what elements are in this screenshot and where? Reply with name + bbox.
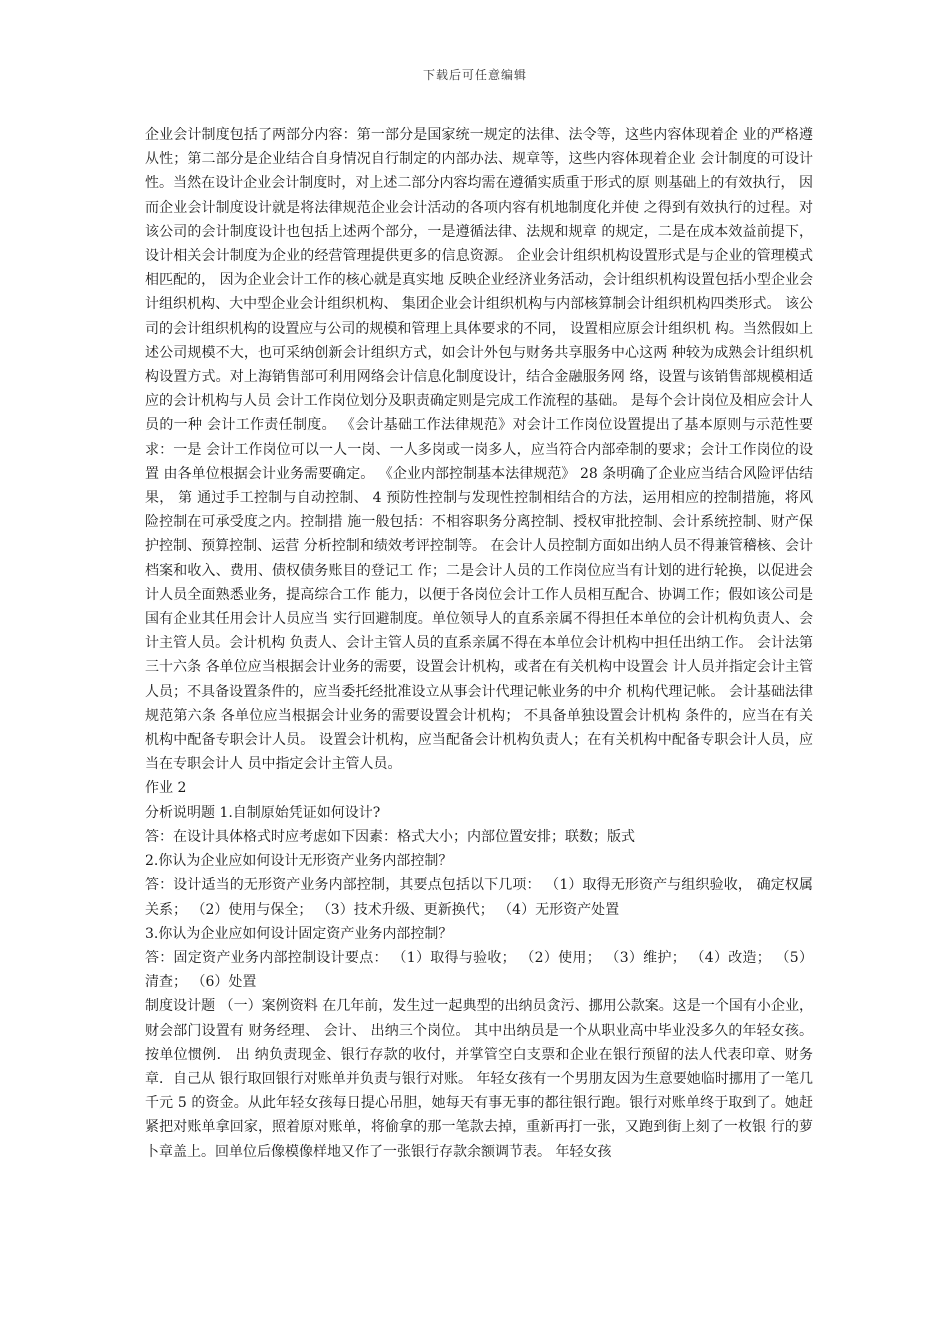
answer-1: 答：在设计具体格式时应考虑如下因素：格式大小；内部位置安排；联数；版式: [145, 828, 635, 845]
question-1: 分析说明题 1.自制原始凭证如何设计?: [145, 804, 381, 821]
answer-3: 答：固定资产业务内部控制设计要点： （1）取得与验收； （2）使用； （3）维护； （4）改造； （5） 清查； （6）处置: [145, 949, 813, 991]
document-body: [145, 123, 813, 1164]
answer-2: 答：设计适当的无形资产业务内部控制，其要点包括以下几项： （1）取得无形资产与组织验收， 确定权属关系； （2）使用与保全； （3）技术升级、更新换代； （4）无形资产处置: [145, 877, 813, 918]
section-heading-homework-2: 作业 2: [145, 780, 187, 797]
paragraph-main: 企业会计制度包括了两部分内容：第一部分是国家统一规定的法律、法令等，这些内容体现着企 业的严格遵从性；第二部分是企业结合自身情况自行制定的内部办法、规章等，这些内容体现着企业 会计制度的可设计性。当然在设计企业会计制度时，对上述二部分内容均需在遵循实质重于形式的原 则基础上的有效执行， 因而企业会计制度设计就是将法律规范企业会计活动的各项内容有机地制度化并使 之得到有效执行的过程。对该公司的会计制度设计也包括上述两个部分，一是遵循法律、法规和规章 的规定，二是在成本效益前提下，设计相关会计制度为企业的经营管理提供更多的信息资源。 企业会计组织机构设置形式是与企业的管理模式相匹配的， 因为企业会计工作的核心就是真实地 反映企业经济业务活动，会计组织机构设置包括小型企业会计组织机构、大中型企业会计组织机构、 集团企业会计组织机构与内部核算制会计组织机构四类形式。 该公司的会计组织机构的设置应与公司的规模和管理上具体要求的不同， 设置相应原会计组织机 构。当然假如上述公司规模不大，也可采纳创新会计组织方式，如会计外包与财务共享服务中心这两 种较为成熟会计组织机构设置方式。对上海销售部可利用网络会计信息化制度设计，结合金融服务网 络，设置与该销售部规模相适应的会计机构与人员 会计工作岗位划分及职责确定则是完成工作流程的基础。 是每个会计岗位及相应会计人员的一种 会计工作责任制度。 《会计基础工作法律规范》对会计工作岗位设置提出了基本原则与示范性要求：一是 会计工作岗位可以一人一岗、一人多岗或一岗多人，应当符合内部牵制的要求；会计工作岗位的设置 由各单位根据会计业务需要确定。 《企业内部控制基本法律规范》 28 条明确了企业应当结合风险评估结果， 第 通过手工控制与自动控制、 4 预防性控制与发现性控制相结合的方法，运用相应的控制措施，将风险控制在可承受度之内。控制措 施一般包括：不相容职务分离控制、授权审批控制、会计系统控制、财产保护控制、预算控制、运营 分析控制和绩效考评控制等。 在会计人员控制方面如出纳人员不得兼管稽核、会计档案和收入、费用、债权债务账目的登记工 作；二是会计人员的工作岗位应当有计划的进行轮换，以促进会计人员全面熟悉业务，提高综合工作 能力，以便于各岗位会计工作人员相互配合、协调工作；假如该公司是国有企业其任用会计人员应当 实行回避制度。单位领导人的直系亲属不得担任本单位的会计机构负责人、会计主管人员。会计机构 负责人、会计主管人员的直系亲属不得在本单位会计机构中担任出纳工作。 会计法第三十六条 各单位应当根据会计业务的需要，设置会计机构，或者在有关机构中设置会 计人员并指定会计主管人员；不具备设置条件的，应当委托经批准设立从事会计代理记帐业务的中介 机构代理记帐。 会计基础法律规范第六条 各单位应当根据会计业务的需要设置会计机构； 不具备单独设置会计机构 条件的，应当在有关机构中配备专职会计人员。 设置会计机构，应当配备会计机构负责人；在有关机构中配备专职会计人员，应当在专职会计人 员中指定会计主管人员。: [145, 127, 813, 773]
question-3: 3.你认为企业应如何设计固定资产业务内部控制？: [145, 925, 453, 942]
question-2: 2.你认为企业应如何设计无形资产业务内部控制？: [145, 853, 453, 870]
case-study-paragraph: 制度设计题 （一）案例资料 在几年前，发生过一起典型的出纳员贪污、挪用公款案。这是一个国有小企业，财会部门设置有 财务经理、 会计、 出纳三个岗位。 其中出纳员是一个从职业高中毕业没多久的年轻女孩。 按单位惯例． 出 纳负责现金、银行存款的收付，并掌管空白支票和企业在银行预留的法人代表印章、财务章．自己从 银行取回银行对账单并负责与银行对账。 年轻女孩有一个男朋友因为生意要她临时挪用了一笔几千元 5 的资金。从此年轻女孩每日提心吊胆，她每天有事无事的都往银行跑。银行对账单终于取到了。她赶 紧把对账单拿回家，照着原对账单，将偷拿的那一笔款去掉，重新再打一张，又跑到街上刻了一枚银 行的萝卜章盖上。回单位后像模像样地又作了一张银行存款余额调节表。 年轻女孩: [145, 998, 813, 1160]
page-header: 下载后可任意编辑: [422, 68, 527, 82]
